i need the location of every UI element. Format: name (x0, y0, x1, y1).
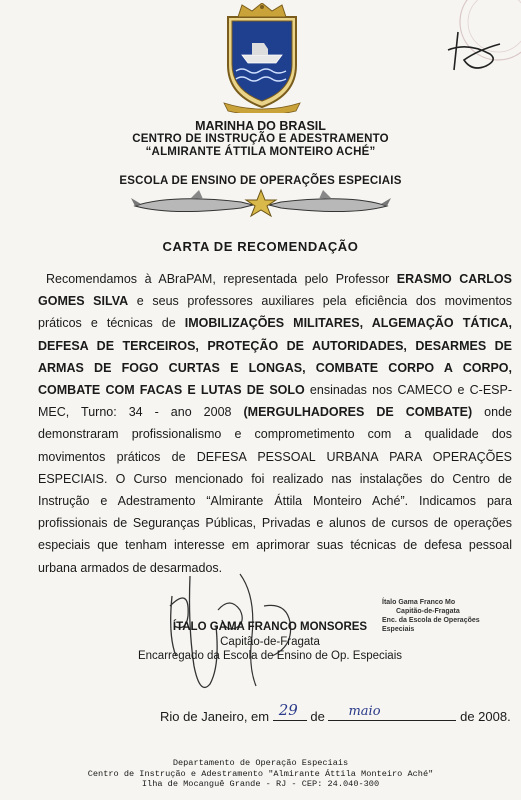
navy-crest-icon (220, 3, 304, 113)
body-text-2: e seus professores auxiliares pela eficiência dos movimentos práticos e técnicas de (38, 294, 513, 331)
date-line (160, 701, 520, 724)
body-text-1: Recomendamos à ABraPAM, representada pelo Professor (46, 272, 397, 286)
footer-line-3: Ilha de Mocanguê Grande - RJ - CEP: 24.040-300 (141, 779, 380, 789)
unit-name: (MERGULHADORES DE COMBATE) (243, 405, 473, 420)
letter-body (38, 268, 512, 579)
date-prefix: Rio de Janeiro, em (160, 709, 270, 724)
body-text-3: ensinadas nos CAMECO e C-ESP-MEC, Turno: 34 - ano 2008 (38, 383, 512, 420)
header-center: CENTRO DE INSTRUÇÃO E ADESTRAMENTO (132, 133, 389, 145)
footer-line-2: Centro de Instrução e Adestramento "Almirante Áttila Monteiro Aché" (87, 768, 434, 779)
corner-signature-icon (438, 20, 508, 80)
date-day: 29 (278, 701, 298, 719)
header-center-name: “ALMIRANTE ÁTTILA MONTEIRO ACHÉ” (145, 146, 376, 158)
footer-line-1: Departamento de Operação Especiais (172, 758, 349, 768)
official-stamp (382, 598, 512, 634)
header-school: ESCOLA DE ENSINO DE OPERAÇÕES ESPECIAIS (119, 175, 402, 187)
date-of-1: de (310, 709, 325, 724)
day-blank (273, 701, 307, 721)
signatory-rank: Capitão-de-Fragata (220, 636, 320, 648)
recommended-person-name: ERASMO CARLOS GOMES SILVA (38, 272, 512, 309)
date-month: maio (348, 704, 381, 719)
techniques-list: IMOBILIZAÇÕES MILITARES, ALGEMAÇÃO TÁTICA, DEFESA DE TERCEIROS, PROTEÇÃO DE AUTORIDADES, DESARMES DE ARMAS DE FOGO CURTAS E LONGAS, COMBATE CORPO A CORPO, COMBATE COM FACAS E LUTAS DE SOLO (38, 316, 513, 398)
stamp-line-role: Enc. da Escola de Operações Especiais (382, 617, 480, 633)
month-blank (328, 704, 456, 721)
header-org: MARINHA DO BRASIL (195, 119, 326, 133)
letter-title: CARTA DE RECOMENDAÇÃO (162, 239, 359, 254)
footer (0, 758, 521, 790)
signatory-role: Encarregado da Escola de Ensino de Op. Especiais (137, 650, 403, 662)
body-text-4: onde demonstraram profissionalismo e comprometimento com a qualidade dos movimentos práticos de DEFESA PESSOAL URBANA PARA OPERAÇÕES ESPECIAIS. O Curso mencionado foi realizado nas instalações do Centro de Instrução e Adestramento “Almirante Áttila Monteiro Aché”. Indicamos para profissionais de Seguranças Públicas, Privadas e alunos de cursos de operações especiais que tenham interesse em aprimorar suas técnicas de defesa pessoal urbana armados de desarmados. (38, 405, 512, 575)
signatory-name: ÍTALO GAMA FRANCO MONSORES (172, 621, 368, 633)
stamp-line-rank: Capitão-de-Fragata (396, 608, 460, 615)
special-operations-emblem-icon (131, 188, 391, 222)
date-of-2: de 2008. (460, 709, 511, 724)
stamp-line-name: Ítalo Gama Franco Mo (382, 599, 456, 606)
